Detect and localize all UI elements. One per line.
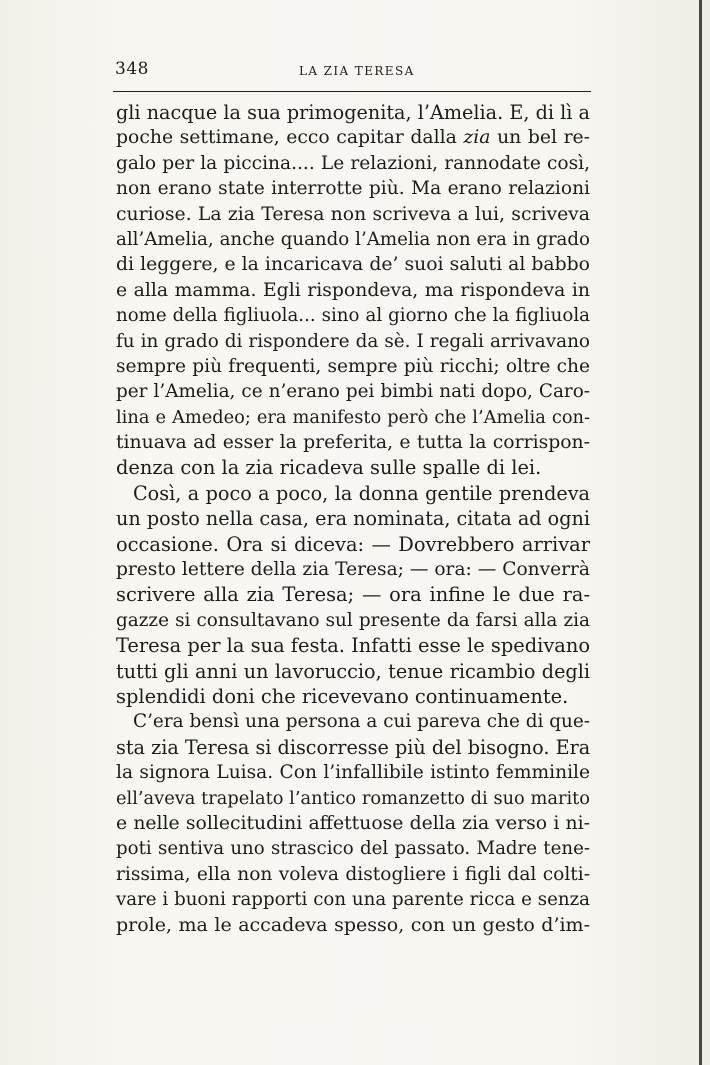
body-text (116, 100, 590, 938)
text-line: scrivere alla zia Teresa; — ora infine le due ra- (116, 583, 590, 607)
header-rule (113, 91, 591, 92)
text-line: tutti gli anni un lavoruccio, tenue ricambio degli (116, 659, 590, 683)
text-line: denza con la zia ricadeva sulle spalle di lei. (116, 456, 542, 480)
text-line: prole, ma le accadeva spesso, con un gesto d’im- (116, 913, 590, 936)
text-line: e alla mamma. Egli rispondeva, ma rispondeva in (116, 279, 590, 301)
italic-word: zia (463, 127, 491, 149)
text-line: sempre più frequenti, sempre più ricchi; oltre che (116, 355, 590, 377)
text-line: rissima, ella non voleva distogliere i figli dal colti- (116, 863, 590, 885)
text-line: splendidi doni che ricevevano continuamente. (116, 684, 569, 708)
text-line: ell’aveva trapelato l’antico romanzetto di suo marito (116, 787, 590, 809)
text-line: galo per la piccina.... Le relazioni, rannodate così, (116, 152, 590, 174)
text-line: vare i buoni rapporti con una parente ricca e senza (116, 889, 590, 911)
text-line: di leggere, e la incaricava de’ suoi saluti al babbo (116, 254, 590, 276)
text-line: curiose. La zia Teresa non scriveva a lui, scriveva (116, 203, 590, 225)
page-number: 348 (115, 59, 149, 79)
text-line: poti sentiva uno strascico del passato. Madre tene- (116, 838, 590, 860)
text-line: gli nacque la sua primogenita, l’Amelia. E, di lì a (116, 101, 590, 124)
text-line: C’era bensì una persona a cui pareva che di que- (133, 711, 590, 733)
text-line: fu in grado di rispondere da sè. I regali arrivavano (116, 330, 590, 352)
text-line: presto lettere della zia Teresa; — ora: — Converrà (116, 559, 590, 581)
text-line: e nelle sollecitudini affettuose della zia verso i ni- (116, 812, 590, 834)
text-line: Teresa per la sua festa. Infatti esse le spedivano (116, 634, 590, 658)
text-line: all’Amelia, anche quando l’Amelia non era in grado (116, 228, 590, 250)
text-line: tinuava ad esser la preferita, e tutta la corrispon- (116, 432, 590, 454)
text-line: poche settimane, ecco capitar dalla zia un bel re- (116, 127, 591, 149)
page-header (113, 57, 593, 85)
text-line: occasione. Ora si diceva: — Dovrebbero arrivar (116, 532, 590, 556)
text-line: la signora Luisa. Con l’infallibile istinto femminile (116, 762, 590, 784)
text-line: sta zia Teresa si discorresse più del bisogno. Era (116, 735, 591, 759)
text-line: per l’Amelia, ce n’erano pei bimbi nati dopo, Caro- (116, 381, 590, 403)
text-line: un posto nella casa, era nominata, citata ad ogni (116, 507, 590, 531)
text-line: non erano state interrotte più. Ma erano relazioni (116, 178, 590, 200)
text-line: gazze si consultavano sul presente da farsi alla zia (116, 609, 590, 631)
text-line: nome della figliuola... sino al giorno che la figliuola (116, 305, 590, 327)
running-title: LA ZIA TERESA (299, 64, 415, 78)
text-line: lina e Amedeo; era manifesto però che l’Amelia con- (116, 406, 590, 428)
page-edge-shadow (699, 0, 702, 1065)
text-line: Così, a poco a poco, la donna gentile prendeva (133, 481, 590, 505)
